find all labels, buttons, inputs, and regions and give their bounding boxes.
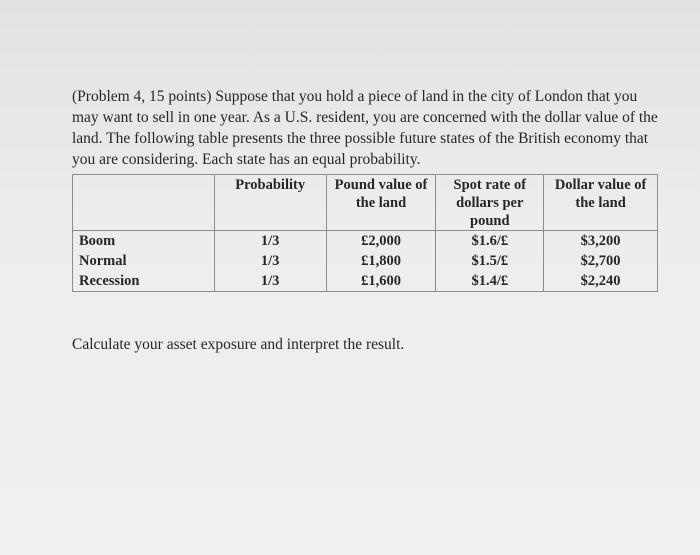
- spot-rate-cell: $1.6/£: [436, 231, 544, 252]
- probability-cell: 1/3: [214, 271, 326, 292]
- dollar-value-cell: $3,200: [544, 231, 658, 252]
- header-probability: Probability: [214, 175, 326, 231]
- table-row: [73, 271, 658, 292]
- probability-cell: 1/3: [214, 231, 326, 252]
- state-label: Recession: [73, 271, 215, 292]
- economy-states-table: [72, 174, 658, 292]
- pound-value-cell: £2,000: [326, 231, 436, 252]
- question-prompt: Calculate your asset exposure and interpret the result.: [72, 336, 405, 353]
- pound-value-cell: £1,800: [326, 251, 436, 271]
- problem-statement: (Problem 4, 15 points) Suppose that you hold a piece of land in the city of London that you may want to sell in one year. As a U.S. resident, you are concerned with the dollar value of the land. The following table presents the three possible future states of the British economy that you are considering. Each state has an equal probability.: [72, 88, 658, 168]
- state-label: Normal: [73, 251, 215, 271]
- header-dollar-value: Dollar value of the land: [544, 175, 658, 231]
- table-row: [73, 251, 658, 271]
- probability-cell: 1/3: [214, 251, 326, 271]
- table-header-row: [73, 175, 658, 231]
- spot-rate-cell: $1.4/£: [436, 271, 544, 292]
- header-state: [73, 175, 215, 231]
- dollar-value-cell: $2,700: [544, 251, 658, 271]
- pound-value-cell: £1,600: [326, 271, 436, 292]
- header-pound-value: Pound value of the land: [326, 175, 436, 231]
- spot-rate-cell: $1.5/£: [436, 251, 544, 271]
- problem-document: [72, 86, 662, 354]
- header-spot-rate: Spot rate of dollars per pound: [436, 175, 544, 231]
- table-row: [73, 231, 658, 252]
- state-label: Boom: [73, 231, 215, 252]
- dollar-value-cell: $2,240: [544, 271, 658, 292]
